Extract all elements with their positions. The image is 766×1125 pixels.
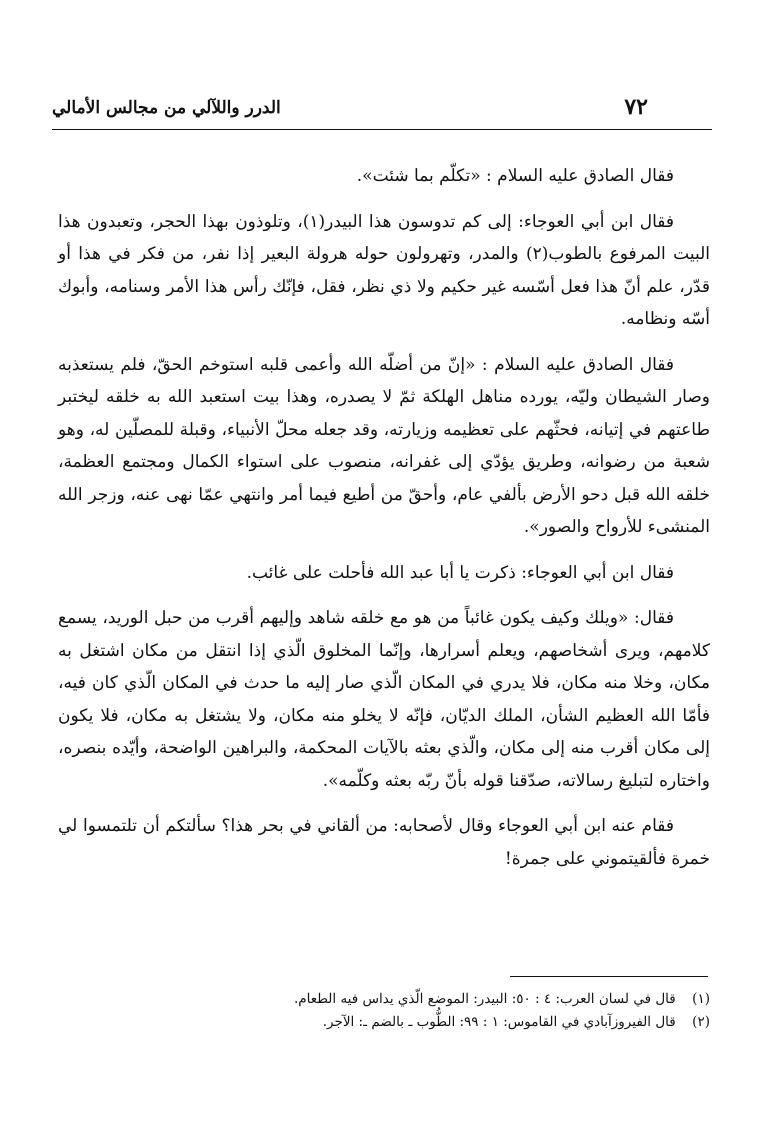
page-number: ٧٢ xyxy=(624,94,648,120)
paragraph: فقال: «ويلك وكيف يكون غائباً من هو مع خلقه شاهد وإليهم أقرب من حبل الوريد، يسمع كلامهم، ويرى أشخاصهم، ويعلم أسرارها، وإنّما المخلوق الّذي إذا انتقل من مكان اشتغل به مكان، وخلا منه مكان، فلا يدري في المكان الّذي صار إليه ما حدث في المكان الّذي كان فيه، فأمّا الله العظيم الشأن، الملك الديّان، فإنّه لا يخلو منه مكان، ولا يشتغل به مكان، فلا يكون إلى مكان أقرب منه إلى مكان، والّذي بعثه بالآيات المحكمة، والبراهين الواضحة، وأيّده بنصره، واختاره لتبليغ رسالاته، صدّقنا قوله بأنّ ربّه بعثه وكلّمه». xyxy=(58,608,710,791)
footnote-number: (١) xyxy=(692,991,710,1007)
paragraph: فقال ابن أبي العوجاء: ذكرت يا أبا عبد الله فأحلت على غائب. xyxy=(246,562,674,583)
running-title: الدرر واللآلي من مجالس الأمالي xyxy=(52,98,281,118)
footnotes xyxy=(58,988,710,1034)
footnote-divider xyxy=(510,976,708,977)
footnote-item xyxy=(58,988,710,1011)
paragraph: فقال الصادق عليه السلام : «تكلّم بما شئت». xyxy=(356,166,674,186)
footnote-item xyxy=(58,1011,710,1034)
footnote-text: قال في لسان العرب: ٤ : ٥٠: البيدر: الموضع الّذي يداس فيه الطعام. xyxy=(293,991,676,1007)
header-divider xyxy=(52,129,712,130)
page-header xyxy=(52,92,712,126)
footnote-number: (٢) xyxy=(692,1014,710,1030)
main-text xyxy=(58,160,710,888)
paragraph: فقال ابن أبي العوجاء: إلى كم تدوسون هذا البيدر(١)، وتلوذون بهذا الحجر، وتعبدون هذا البيت المرفوع بالطوب(٢) والمدر، وتهرولون حوله هرولة البعير إذا نفر، من فكر في هذا أو قدّر، علم أنّ هذا فعل أسّسه غير حكيم ولا ذي نظر، فقل، فإنّك رأس هذا الأمر وسنامه، وأبوك أسّه ونظامه. xyxy=(58,211,710,329)
paragraph: فقال الصادق عليه السلام : «إنّ من أضلّه الله وأعمى قلبه استوخم الحقّ، فلم يستعذبه وصار الشيطان وليّه، يورده مناهل الهلكة ثمّ لا يصدره، وهذا بيت استعبد الله به خلقه ليختبر طاعتهم في إتيانه، فحثّهم على تعظيمه وزيارته، وقد جعله محلّ الأنبياء، وقبلة للمصلّين له، وهو شعبة من رضوانه، وطريق يؤدّي إلى غفرانه، منصوب على استواء الكمال ومجتمع العظمة، خلقه الله قبل دحو الأرض بألفي عام، وأحقّ من أطيع فيما أمر وانتهي عمّا نهى عنه، وزجر الله المنشىء للأرواح والصور». xyxy=(58,354,710,537)
footnote-text: قال الفيروزآبادي في القاموس: ١ : ٩٩: الطُّوب ـ بالضم ـ: الآجر. xyxy=(322,1014,676,1030)
paragraph: فقام عنه ابن أبي العوجاء وقال لأصحابه: من ألقاني في بحر هذا؟ سألتكم أن تلتمسوا لي خمرة فألقيتموني على جمرة! xyxy=(58,816,710,869)
